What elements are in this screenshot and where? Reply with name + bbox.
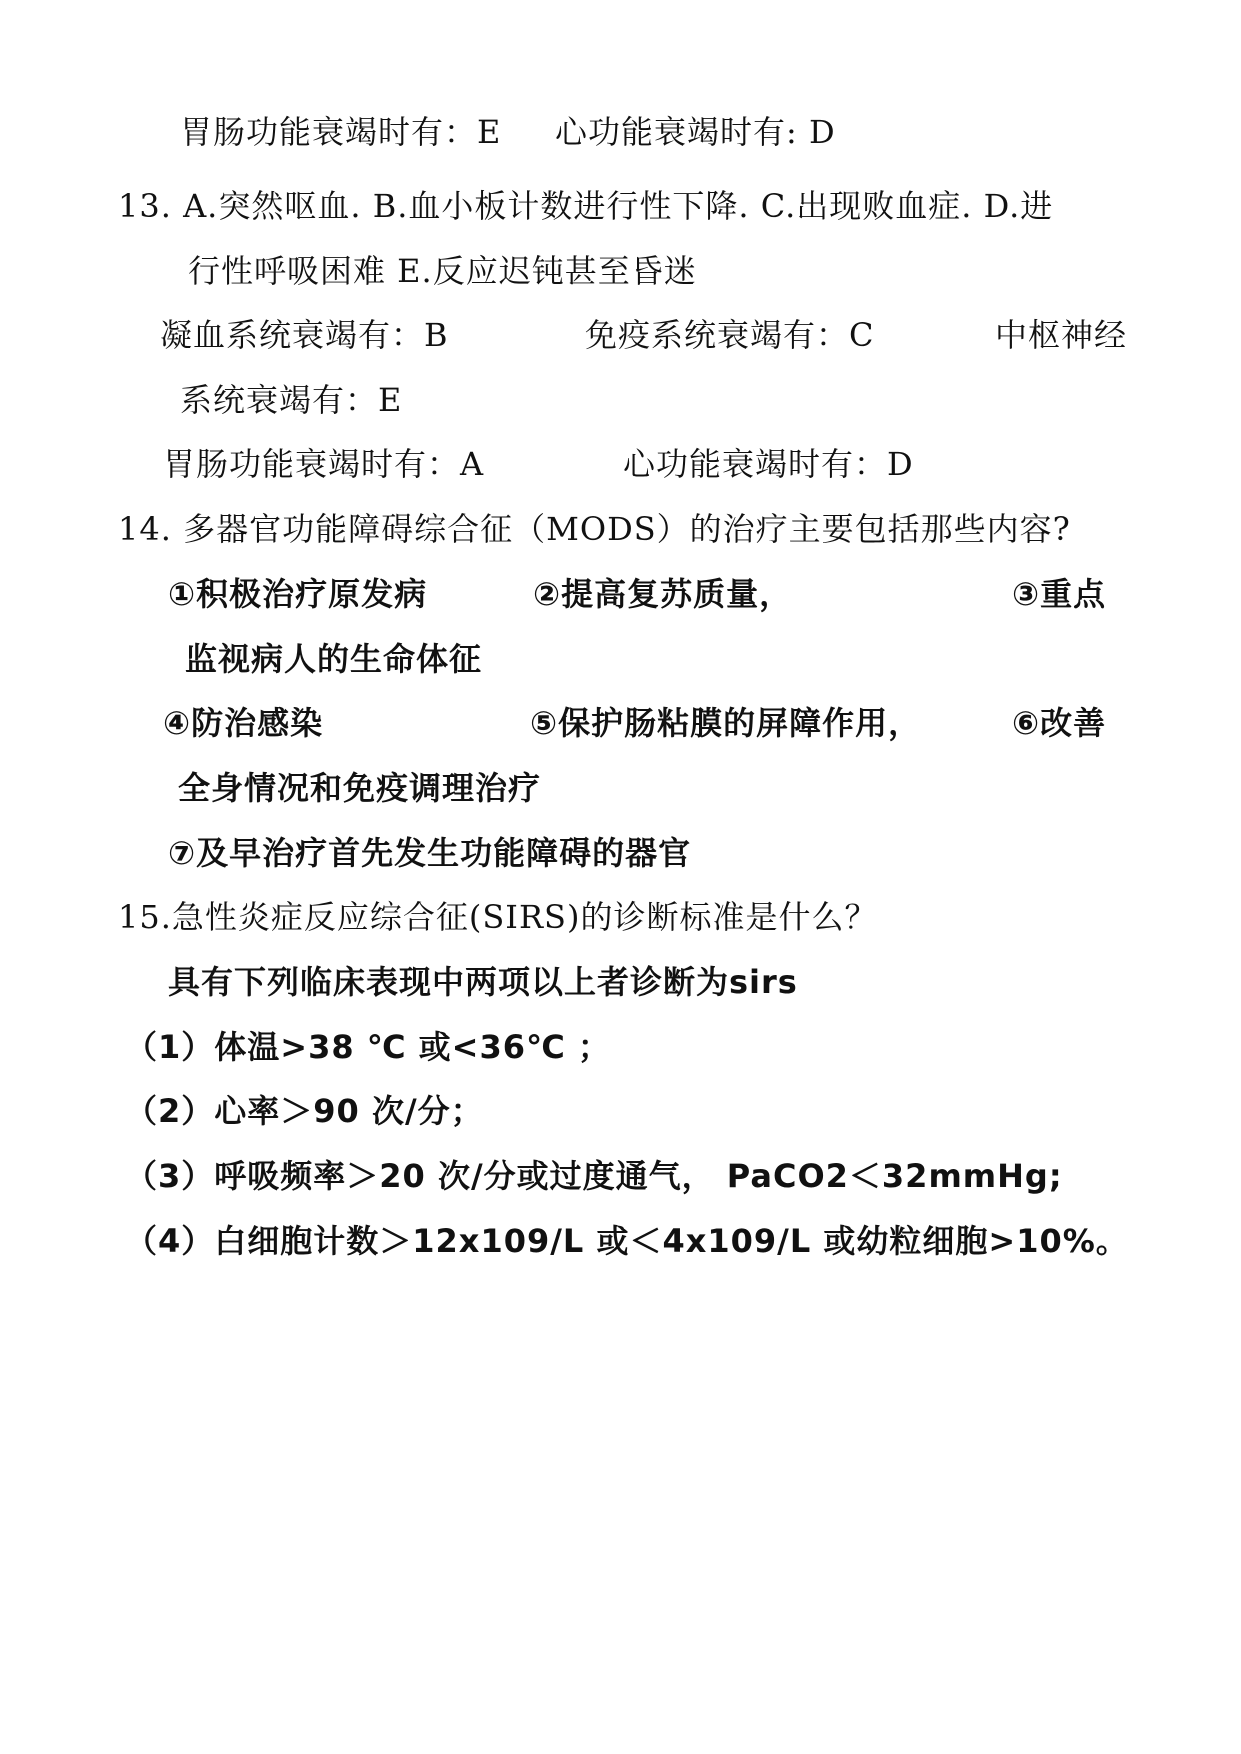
gi-failure-answer-a: 胃肠功能衰竭时有：A: [163, 445, 485, 483]
treatment-item-7: ⑦及早治疗首先发生功能障碍的器官: [168, 834, 692, 872]
treatment-item-3-cont: 监视病人的生命体征: [185, 640, 483, 678]
sirs-criterion-4: （4）白细胞计数＞12x109/L 或＜4x109/L 或幼粒细胞>10%。: [125, 1222, 1129, 1260]
question-15: 15.急性炎症反应综合征(SIRS)的诊断标准是什么？: [118, 898, 878, 936]
sirs-intro: 具有下列临床表现中两项以上者诊断为sirs: [168, 963, 798, 1001]
treatment-item-3: ③重点: [1012, 575, 1107, 613]
question-13-options-cont: 行性呼吸困难 E.反应迟钝甚至昏迷: [188, 252, 697, 290]
immune-failure-answer: 免疫系统衰竭有：C: [585, 316, 875, 354]
treatment-item-6: ⑥改善: [1012, 704, 1107, 742]
question-13-options: 13. A.突然呕血. B.血小板计数进行性下降. C.出现败血症. D.进: [118, 187, 1054, 225]
treatment-item-6-cont: 全身情况和免疫调理治疗: [178, 769, 542, 807]
heart-failure-answer-d2: 心功能衰竭时有：D: [623, 445, 914, 483]
heart-failure-answer-d: 心功能衰竭时有: D: [555, 113, 836, 151]
coagulation-failure-answer: 凝血系统衰竭有：B: [160, 316, 449, 354]
treatment-item-1: ①积极治疗原发病: [168, 575, 428, 613]
sirs-criterion-1: （1）体温>38 ℃ 或<36℃ ；: [125, 1028, 611, 1066]
treatment-item-5: ⑤保护肠粘膜的屏障作用，: [530, 704, 922, 742]
cns-failure-answer: 中枢神经: [995, 316, 1128, 354]
cns-failure-answer-cont: 系统衰竭有：E: [180, 381, 403, 419]
treatment-item-4: ④防治感染: [163, 704, 324, 742]
sirs-criterion-3: （3）呼吸频率＞20 次/分或过度通气， PaCO2＜32mmHg;: [125, 1157, 1063, 1195]
question-14: 14. 多器官功能障碍综合征（MODS）的治疗主要包括那些内容?: [118, 510, 1071, 548]
gi-failure-answer-e: 胃肠功能衰竭时有：E: [180, 113, 502, 151]
treatment-item-2: ②提高复苏质量，: [533, 575, 793, 613]
sirs-criterion-2: （2）心率＞90 次/分；: [125, 1092, 484, 1130]
